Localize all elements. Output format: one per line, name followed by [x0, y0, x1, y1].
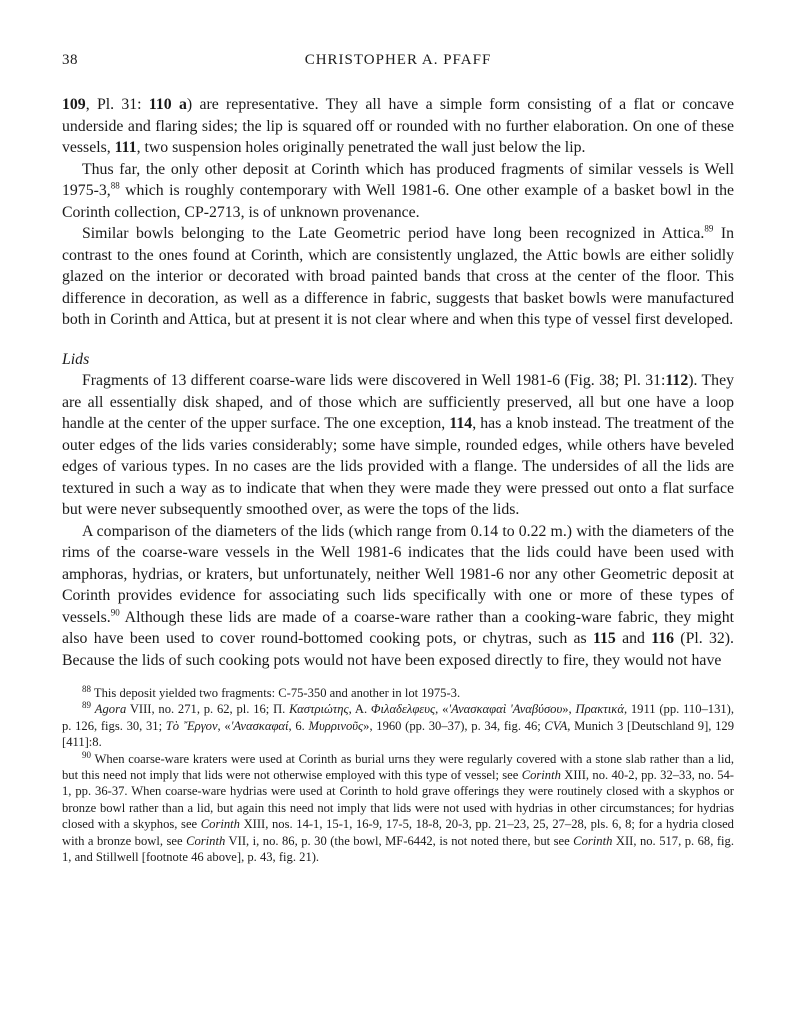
text-run: », — [562, 702, 576, 717]
italic-run: Corinth — [200, 817, 240, 832]
running-author: CHRISTOPHER A. PFAFF — [304, 52, 492, 68]
paragraph-other-deposits — [62, 159, 734, 224]
text-run: , « — [435, 702, 449, 717]
catalog-ref: 115 — [592, 630, 616, 647]
footnote-90 — [62, 751, 734, 866]
catalog-ref: 109 — [62, 96, 86, 113]
body-text — [62, 94, 734, 671]
text-run: In contrast to the ones found at Corinth, which are consistently unglazed, the Attic bowls are either solidly glazed on the interior or decorated with broad painted bands that cross at the center of the floor. This difference in decoration, as well as a difference in fabric, suggests that basket bowls were manufactured both in Corinth and Attica, but at present it is not clear where and when this type of vessel first developed. — [62, 225, 735, 328]
text-run: Although these lids are made of a coarse-ware rather than a cooking-ware fabric, they might also have been used to cover round-bottomed cooking pots, or chytras, such as — [62, 608, 734, 647]
footnote-ref: 90 — [110, 607, 120, 618]
catalog-ref: 114 — [449, 415, 473, 432]
footnotes — [62, 685, 734, 865]
catalog-ref: 116 — [651, 630, 675, 647]
footnote-ref: 89 — [704, 223, 714, 234]
text-run: , has a knob instead. The treatment of the outer edges of the lids varies considerably; some have simple, rounded edges, while others have beveled edges of various types. In no cases are the lids provided with a flange. The undersides of all the lids are textured in such a way as to indicate that when they were made they were pressed out onto a flat surface but were never subsequently smoothed over, as were the tops of the lids. — [62, 415, 734, 518]
text-run: ) are representative. They all have a simple form consisting of a flat or concave underside and flaring sides; the lip is squared off or rounded with no further elaboration. On one of these vessels, — [62, 96, 735, 156]
italic-run: Τὸ ῎Εργον — [165, 718, 218, 733]
text-run: Fragments of 13 different coarse-ware lids were discovered in Well 1981-6 (Fig. 38; Pl. 31: — [82, 372, 666, 389]
catalog-ref: 112 — [665, 372, 689, 389]
italic-run: Agora — [94, 702, 127, 717]
paragraph-lids-fragments — [62, 370, 734, 521]
text-run: , Pl. 31: — [85, 96, 149, 113]
italic-run: Corinth — [573, 833, 613, 848]
catalog-ref: 111 — [114, 139, 137, 156]
text-run: , « — [217, 718, 231, 733]
footnote-number: 90 — [82, 749, 91, 760]
text-run: Similar bowls belonging to the Late Geometric period have long been recognized in Attica. — [82, 225, 705, 242]
text-run: , 6. — [288, 718, 309, 733]
footnote-number: 89 — [82, 700, 91, 711]
text-run: , Munich 3 [Deutschland 9], 129 [411]:8. — [62, 718, 734, 750]
italic-run: Φιλαδελφευς — [370, 702, 436, 717]
section-heading-lids: Lids — [62, 350, 90, 368]
italic-run: 'Ανασκαφαί — [230, 718, 289, 733]
footnote-89 — [62, 701, 734, 750]
text-run: , Α. — [348, 702, 371, 717]
text-run: and — [615, 630, 652, 647]
text-run: », 1960 (pp. 30–37), p. 34, fig. 46; — [363, 718, 545, 733]
running-header — [62, 52, 734, 78]
italic-run: 'Ανασκαφαὶ 'Αναβύσου — [448, 702, 563, 717]
document-page — [62, 52, 734, 865]
page-number: 38 — [62, 52, 78, 68]
text-run: XIII, nos. 14-1, 15-1, 16-9, 17-5, 18-8, 20-3, pp. 21–23, 25, 27–28, pls. 6, 8; for a hydria closed with a bronze bowl, see — [62, 817, 734, 848]
footnote-number: 88 — [82, 683, 91, 694]
paragraph-lids-diameters — [62, 521, 734, 672]
text-run: ). They are all essentially disk shaped, and of those which are sufficiently preserved, all but one have a loop handle at the center of the upper surface. The one exception, — [62, 372, 734, 432]
paragraph-attic-bowls — [62, 223, 734, 331]
text-run: Thus far, the only other deposit at Corinth which has produced fragments of similar vessels is Well 1975-3, — [62, 160, 734, 199]
text-run: , two suspension holes originally penetrated the wall just below the lip. — [136, 139, 586, 156]
italic-run: Corinth — [521, 768, 561, 783]
text-run: XIII, no. 40-2, pp. 32–33, no. 54-1, pp. 36-37. When coarse-ware hydrias were used at Corinth to hold grave offerings they were routinely closed with a skyphos or bronze bowl rather than a lid, but again this need not imply that lids were not used with hydrias in other circumstances; for hydrias closed with a skyphos, see — [62, 768, 734, 832]
italic-run: Πρακτικά — [575, 702, 624, 717]
footnote-88 — [62, 685, 734, 701]
text-run: This deposit yielded two fragments: C-75-350 and another in lot 1975-3. — [91, 686, 461, 700]
italic-run: Καστριώτης — [289, 702, 349, 717]
italic-run: Μυρρινοῦς — [308, 718, 364, 733]
italic-run: CVA — [544, 718, 568, 733]
text-run: which is roughly contemporary with Well 1981-6. One other example of a basket bowl in the Corinth collection, CP-2713, is of unknown provenance. — [62, 182, 734, 221]
catalog-ref: 110 a — [148, 96, 187, 113]
footnote-ref: 88 — [110, 180, 120, 191]
italic-run: Corinth — [186, 833, 226, 848]
text-run: A comparison of the diameters of the lids (which range from 0.14 to 0.22 m.) with the diameters of the rims of the coarse-ware vessels in the Well 1981-6 indicates that the lids could have been used with amphoras, hydrias, or kraters, but unfortunately, neither Well 1981-6 nor any other Geometric deposit at Corinth provides evidence for associating such lids specifically with one or more of these types of vessels. — [62, 522, 734, 626]
text-run: When coarse-ware kraters were used at Corinth as burial urns they were regularly covered with a stone slab rather than a lid, but this need not imply that lids were not otherwise employed with this type of vessel; see — [62, 751, 734, 783]
text-run: VIII, no. 271, p. 62, pl. 16; Π. — [126, 702, 290, 717]
text-run: (Pl. 32). Because the lids of such cooking pots would not have been exposed directly to fire, they would not have — [62, 630, 734, 669]
text-run: VII, i, no. 86, p. 30 (the bowl, MF-6442, is not noted there, but see — [225, 833, 574, 848]
text-run: , 1911 (pp. 110–131), p. 126, figs. 30, 31; — [62, 702, 735, 733]
paragraph-basket-bowls — [62, 94, 734, 159]
text-run: XII, no. 517, p. 68, fig. 1, and Stillwell [footnote 46 above], p. 43, fig. 21). — [62, 833, 734, 865]
